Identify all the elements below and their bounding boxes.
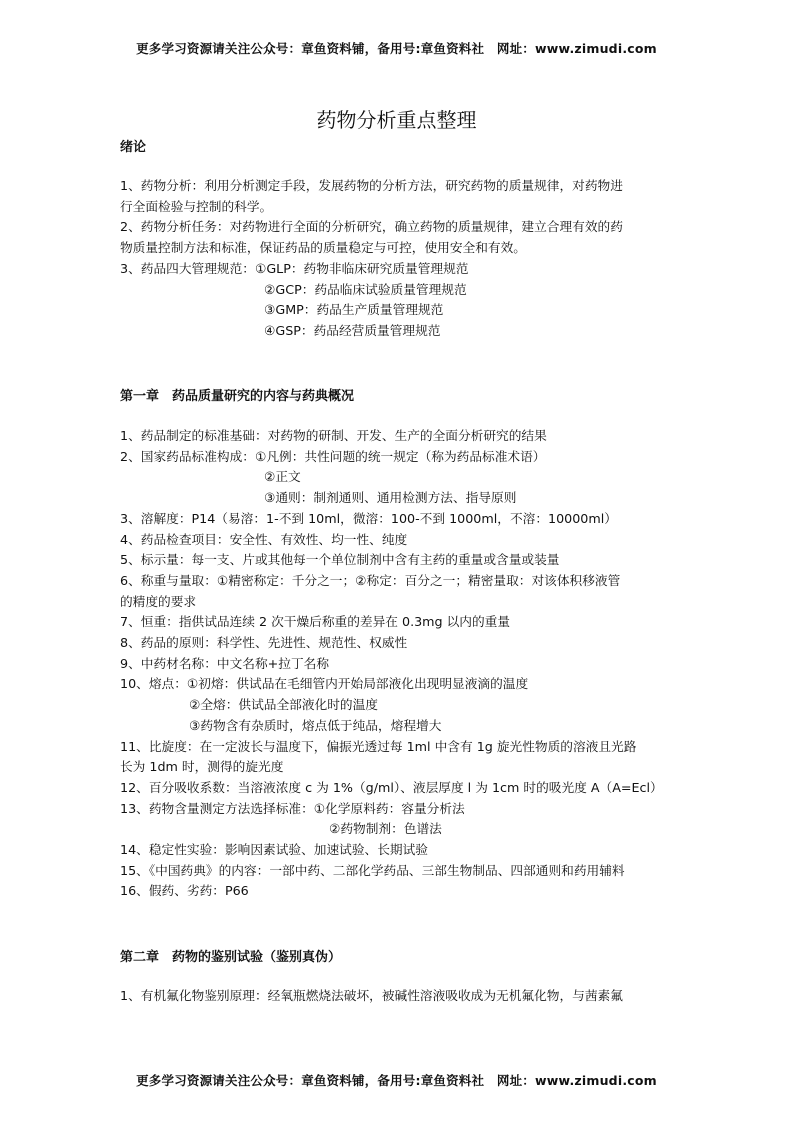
text-line: 10、熔点：①初熔：供试品在毛细管内开始局部液化出现明显液滴的温度 bbox=[120, 676, 529, 692]
document-title: 药物分析重点整理 bbox=[316, 108, 477, 132]
section-heading-chapter2: 第二章 药物的鉴别试验（鉴别真伪） bbox=[120, 950, 342, 965]
text-line: 15、《中国药典》的内容：一部中药、二部化学药品、三部生物制品、四部通则和药用辅料 bbox=[120, 862, 625, 878]
text-line: 1、有机氟化物鉴别原理：经氧瓶燃烧法破坏，被碱性溶液吸收成为无机氟化物，与茜素氟 bbox=[120, 988, 623, 1003]
text-line: 2、国家药品标准构成：①凡例：共性问题的统一规定（称为药品标准术语） bbox=[120, 448, 546, 464]
section-heading-chapter1: 第一章 药品质量研究的内容与药典概况 bbox=[120, 389, 355, 404]
page-footer: 更多学习资源请关注公众号：章鱼资料铺，备用号:章鱼资料社 网址：www.zimudi.com bbox=[136, 1073, 657, 1088]
text-line: ③通则：制剂通则、通用检测方法、指导原则 bbox=[264, 490, 517, 506]
text-line: 1、药物分析：利用分析测定手段，发展药物的分析方法，研究药物的质量规律，对药物进 bbox=[120, 178, 623, 193]
text-line: ②药物制剂：色谱法 bbox=[329, 821, 442, 837]
text-line: 2、药物分析任务：对药物进行全面的分析研究，确立药物的质量规律，建立合理有效的药 bbox=[120, 219, 623, 235]
text-line: ②GCP：药品临床试验质量管理规范 bbox=[264, 281, 467, 297]
text-line: 14、稳定性实验：影响因素试验、加速试验、长期试验 bbox=[120, 842, 428, 858]
text-line: 9、中药材名称：中文名称+拉丁名称 bbox=[120, 655, 330, 671]
text-line: 5、标示量：每一支、片或其他每一个单位制剂中含有主药的重量或含量或装量 bbox=[120, 552, 560, 568]
text-line: 11、比旋度：在一定波长与温度下，偏振光透过每 1ml 中含有 1g 旋光性物质的溶液且光路 bbox=[120, 738, 637, 754]
text-line: ②全熔：供试品全部液化时的温度 bbox=[189, 697, 378, 713]
text-line: 16、假药、劣药：P66 bbox=[120, 883, 249, 899]
text-line: 4、药品检查项目：安全性、有效性、均一性、纯度 bbox=[120, 531, 408, 547]
text-line: 行全面检验与控制的科学。 bbox=[120, 198, 273, 214]
intro-body bbox=[120, 176, 676, 342]
text-line: 的精度的要求 bbox=[120, 593, 197, 609]
page-header: 更多学习资源请关注公众号：章鱼资料铺，备用号:章鱼资料社 网址：www.zimudi.com bbox=[136, 41, 657, 56]
text-line: 13、药物含量测定方法选择标准：①化学原料药：容量分析法 bbox=[120, 800, 465, 816]
text-line: ④GSP：药品经营质量管理规范 bbox=[264, 322, 441, 338]
section-chapter2 bbox=[120, 948, 676, 968]
text-line: 物质量控制方法和标准，保证药品的质量稳定与可控，使用安全和有效。 bbox=[120, 240, 526, 256]
text-line: 3、溶解度：P14（易溶：1-不到 10ml，微溶：100-不到 1000ml，不溶：10000ml） bbox=[120, 510, 617, 526]
text-line: ③GMP：药品生产质量管理规范 bbox=[264, 302, 444, 318]
text-line: ③药物含有杂质时，熔点低于纯品，熔程增大 bbox=[189, 717, 442, 733]
chapter1-body bbox=[120, 426, 676, 902]
text-line: ②正文 bbox=[264, 469, 301, 485]
section-intro bbox=[120, 138, 676, 158]
section-heading-intro: 绪论 bbox=[120, 140, 147, 155]
section-chapter1 bbox=[120, 387, 676, 407]
text-line: 6、称重与量取：①精密称定：千分之一；②称定：百分之一；精密量取：对该体积移液管 bbox=[120, 572, 621, 588]
text-line: 7、恒重：指供试品连续 2 次干燥后称重的差异在 0.3mg 以内的重量 bbox=[120, 614, 511, 630]
text-line: 长为 1dm 时，测得的旋光度 bbox=[120, 759, 284, 775]
text-line: 1、药品制定的标准基础：对药物的研制、开发、生产的全面分析研究的结果 bbox=[120, 428, 547, 443]
chapter2-body bbox=[120, 986, 676, 1007]
text-line: 12、百分吸收系数：当溶液浓度 c 为 1%（g/ml）、液层厚度 l 为 1cm 时的吸光度 A（A=Ecl） bbox=[120, 779, 663, 795]
text-line: 3、药品四大管理规范：①GLP：药物非临床研究质量管理规范 bbox=[120, 260, 469, 276]
text-line: 8、药品的原则：科学性、先进性、规范性、权威性 bbox=[120, 635, 408, 651]
